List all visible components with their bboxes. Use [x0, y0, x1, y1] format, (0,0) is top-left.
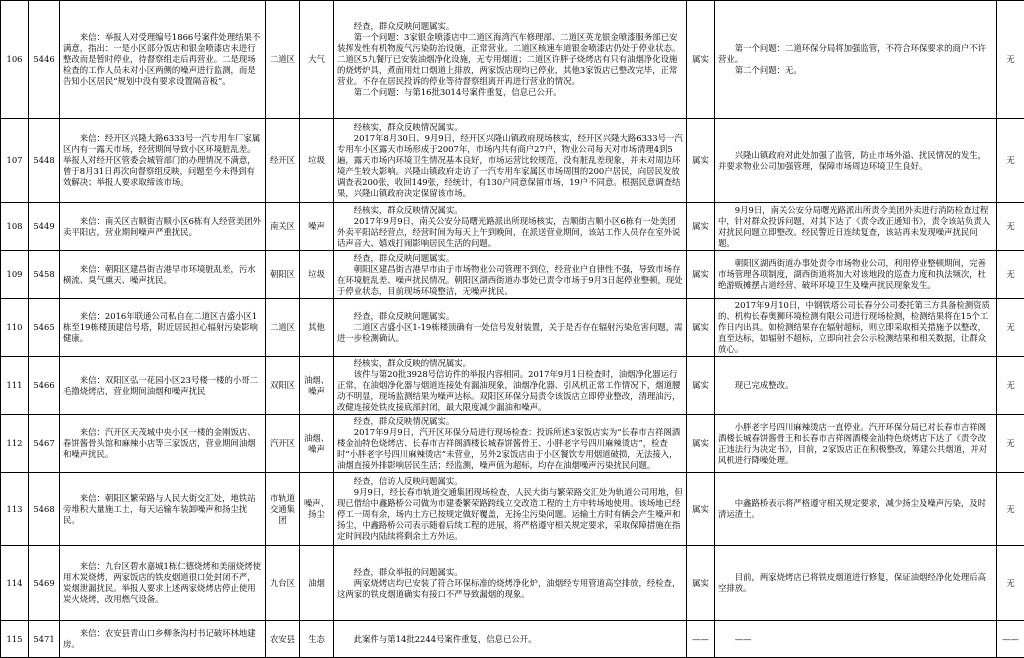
- district-cell: 二道区: [266, 1, 300, 119]
- table-row: [1, 1, 1024, 119]
- finding-cell: [334, 251, 687, 299]
- verdict-cell: 属实: [687, 1, 715, 119]
- case-table-body: [1, 1, 1024, 658]
- case-number-cell: 5471: [29, 621, 60, 658]
- verdict-cell: 属实: [687, 357, 715, 415]
- accountability-cell: 无: [997, 415, 1024, 473]
- finding-cell-paragraph: 经查，群众反映问题属实。: [337, 21, 683, 32]
- district-cell: 经开区: [266, 119, 300, 203]
- case-number-cell: 5469: [29, 546, 60, 621]
- accountability-cell: ——: [997, 621, 1024, 658]
- finding-cell-paragraph: 经查，信访人反映问题属实。: [337, 476, 683, 487]
- row-seq-cell: 115: [1, 621, 29, 658]
- table-row: [1, 415, 1024, 473]
- finding-cell: [334, 546, 687, 621]
- finding-cell: [334, 415, 687, 473]
- accountability-cell: 无: [997, 546, 1024, 621]
- verdict-cell: 属实: [687, 203, 715, 251]
- action-cell: [715, 251, 997, 299]
- table-row: [1, 203, 1024, 251]
- table-row: [1, 251, 1024, 299]
- action-cell: [715, 415, 997, 473]
- table-row: [1, 546, 1024, 621]
- pollution-type-cell: 噪声: [300, 203, 334, 251]
- row-seq-cell: 109: [1, 251, 29, 299]
- finding-cell-paragraph: 经核实，群众反映情况属实。: [337, 122, 683, 133]
- action-cell-paragraph: 朝阳区湖西街道办事处责令市场物业公司，利用停业整顿期间，完善市场管理各项制度，湖西街道将加大对该地段的巡查力度和执法频次，杜绝游贩摊摆占道经营、破坏环境卫生及噪声扰民现象发生。: [718, 258, 993, 291]
- case-number-cell: 5446: [29, 1, 60, 119]
- pollution-type-cell: 其他: [300, 299, 334, 357]
- finding-cell-paragraph: 二道区吉盛小区1-19栋楼顶确有一处信号发射装置，关于是否存在辐射污染危害问题，需进一步检测确认。: [337, 322, 683, 344]
- row-seq-cell: 113: [1, 473, 29, 546]
- table-row: [1, 621, 1024, 658]
- finding-cell-paragraph: 两家烧烤店均已安装了符合环保标准的烧烤净化炉，油烟经专用管道高空排放，经检查，这两家的铁皮烟道确实有接口不严导致漏烟的现象。: [337, 578, 683, 600]
- pollution-type-cell: 垃圾: [300, 251, 334, 299]
- finding-cell-paragraph: 经核实，群众反映情况属实。: [337, 205, 683, 216]
- finding-cell: [334, 357, 687, 415]
- pollution-type-cell: 垃圾: [300, 119, 334, 203]
- district-cell: 南关区: [266, 203, 300, 251]
- verdict-cell: 属实: [687, 546, 715, 621]
- table-row: [1, 473, 1024, 546]
- row-seq-cell: 110: [1, 299, 29, 357]
- action-cell-paragraph: 第一个问题：二道环保分局将加强监管，不符合环保要求的商户不许营业。: [718, 43, 993, 65]
- district-cell: 市轨道交通集团: [266, 473, 300, 546]
- verdict-cell: 属实: [687, 299, 715, 357]
- pollution-type-cell: 噪声、扬尘: [300, 473, 334, 546]
- finding-cell-paragraph: 朝阳区建昌街吉港早市由于市场物业公司管理不到位，经营业户自律性不强，导致市场存在环境脏乱差、噪声扰民情况。朝阳区湖西街道办事处已责令市场于9月3日起停业整顿，现处于停业状态，目前现场环境整洁，无噪声扰民。: [337, 264, 683, 297]
- finding-cell-paragraph: 该件与第20批3928号信访件的举报内容相同。2017年9月1日检查时，油烟净化器运行正常，在油烟净化器与烟道连接处有漏油现象，油烟净化器、引风机正常工作情况下，烟道腰动不明显，现场监测结果为噪声达标。双阳区环保分局责令该饭店立即停业整改，清理油污，改健连接处铁皮接底部封闭，最大限度减少漏油和噪声。: [337, 369, 683, 413]
- finding-cell-paragraph: 2017年9月9日，南关公安分局曙光路派出所现场核实，吉顺街吉顺小区6栋有一处美团外卖平阳站经营点，经营时间为每天上午到晚间，在派送营业期间，该站工作人员存在室外说话声音大、嬉戏打闹影响居民生活的问题。: [337, 216, 683, 249]
- accountability-cell: 无: [997, 203, 1024, 251]
- pollution-type-cell: 油烟: [300, 546, 334, 621]
- action-cell-paragraph: 小胖老字号四川麻辣烫店一直停业。汽开环保分局已对长春市吉祥阁酒楼长城春饼酱骨王和长春市吉祥阁酒楼金汕特色烧烤店下达了《责令改正违法行为决定书》，目前，2家饭店正在积极整改，筹建公共烟道，并对风机进行降噪处理。: [718, 422, 993, 466]
- table-row: [1, 119, 1024, 203]
- district-cell: 汽开区: [266, 415, 300, 473]
- complaint-cell: 来信：2016年联通公司私自在二道区吉盛小区1栋至19栋楼顶建信号塔，附近居民担心辐射污染影响健康。: [60, 299, 266, 357]
- complaint-cell: 来信：双阳区弘一花园小区23号楼一楼的小哥二毛撸烧烤店，营业期间油烟和噪声扰民: [60, 357, 266, 415]
- row-seq-cell: 114: [1, 546, 29, 621]
- action-cell: [715, 546, 997, 621]
- complaint-cell: 来信：九台区碧水嘉城1栋仁德烧烤和美丽烧烤使用木炭烧烤，两家饭店的铁皮烟道很口处封闭不严，炭烟泄漏扰民。举报人要求上述两家烧烤店停止使用炭火烧烤，改用燃气设备。: [60, 546, 266, 621]
- table-row: [1, 357, 1024, 415]
- case-number-cell: 5458: [29, 251, 60, 299]
- complaint-cell: 来信：汽开区天茂城中央小区一楼的金刚饭店、春饼酱骨头馆和麻辣小店等三家饭店，营业期间油烟和噪声扰民。: [60, 415, 266, 473]
- finding-cell-paragraph: 9月9日，经长春市轨道交通集团现场检查，人民大街与繁荣路交汇处为轨道公司用地，但现已借给中鑫路桥公司做为市建委繁荣路跨线立交改造工程的土方中转场地使用。该场地已经停工一周有余，场内土方已按规定做好覆盖，无扬尘污染问题。运输土方时有辆会产生噪声和扬尘，中鑫路桥公司表示随着后续工程的进展，将严格遵守相关规定要求，采取保障措施在指定时间段内陆续将剩余土方外运。: [337, 487, 683, 542]
- verdict-cell: 属实: [687, 415, 715, 473]
- row-seq-cell: 111: [1, 357, 29, 415]
- finding-cell: [334, 621, 687, 658]
- finding-cell-paragraph: 2017年9月9日，汽开区环保分局进行现场检查：投诉所述3家饭店实为“长春市吉祥阁酒楼金汕特色烧烤店、长春市吉祥阁酒楼长城春饼酱骨王、小胖老字号四川麻辣烫店”，检查时“小胖老字号四川麻辣烫店”未营业，另外2家饭店由于小区餐饮专用烟道破损，无法接入，油烟直接外排影响居民生活；经监测，噪声值为超标，均存在油烟噪声污染扰民问题。: [337, 427, 683, 471]
- row-seq-cell: 108: [1, 203, 29, 251]
- accountability-cell: 无: [997, 119, 1024, 203]
- table-row: [1, 299, 1024, 357]
- case-number-cell: 5467: [29, 415, 60, 473]
- finding-cell-paragraph: 第一个问题：3家银金喷漆店中二道区海湾汽车修理部、二道区英龙银金喷漆服务部已安装挥发性有机物废气污染防治设施，正常营业。二道区核速车道银金喷漆店仍处于停业状态。二道区5九餐厅已安装油烟净化设施，无专用烟道；二道区许胖子烧烤店有只有油烟净化设施的烧烤炉具，煮面用灶口烟道上排放，两家饭店现均已停业，其他3家饭店已整改完毕，正常营业。不存在居民投诉的停业等待督察组离开再进行营业的情况。: [337, 32, 683, 87]
- district-cell: 二道区: [266, 299, 300, 357]
- pollution-type-cell: 油烟、噪声: [300, 415, 334, 473]
- action-cell-paragraph: 9月9日，南关公安分局曙光路派出所责令美团外卖进行消防检查过程中，针对群众投诉问题，对其下达了《责令改正通知书》，责令该站负责人对扰民问题立即整改。经民警近日连续复查，该站再未发现噪声扰民问题。: [718, 205, 993, 249]
- action-cell: [715, 203, 997, 251]
- row-seq-cell: 106: [1, 1, 29, 119]
- complaint-cell: 来信：朝阳区建昌街吉港早市环境脏乱差，污水横流、臭气熏天、噪声扰民。: [60, 251, 266, 299]
- row-seq-cell: 112: [1, 415, 29, 473]
- finding-cell-paragraph: 经查，群众反映问题属实。: [337, 253, 683, 264]
- complaint-cell: 来信：南关区吉顺街吉顺小区6栋有人经营美团外卖平阳店，营业期间噪声严重扰民。: [60, 203, 266, 251]
- action-cell-paragraph: 2017年9月10日，中钢铁塔公司长春分公司委托第三方具备检测资质的、机构长春奥狮环境检测有限公司进行现场检测，检测结果将在15个工作日内出具。如检测结果存在辐射超标，则立即采取相关措施予以整改，直至达标，如辐射不超标，立即向社会公示检测结果和相关数据，让群众放心。: [718, 300, 993, 355]
- action-cell: [715, 1, 997, 119]
- finding-cell-paragraph: 经查，群众反映问题属实。: [337, 311, 683, 322]
- accountability-cell: 无: [997, 299, 1024, 357]
- pollution-type-cell: 油烟、噪声: [300, 357, 334, 415]
- accountability-cell: 无: [997, 1, 1024, 119]
- row-seq-cell: 107: [1, 119, 29, 203]
- finding-cell-paragraph: 经查，群众反映情况属实。: [337, 416, 683, 427]
- accountability-cell: 无: [997, 473, 1024, 546]
- case-number-cell: 5448: [29, 119, 60, 203]
- finding-cell: [334, 473, 687, 546]
- verdict-cell: 属实: [687, 473, 715, 546]
- action-cell: [715, 119, 997, 203]
- action-cell-paragraph: 现已完成整改。: [718, 380, 993, 391]
- action-cell: [715, 621, 997, 658]
- complaint-cell: 来信：朝阳区繁荣路与人民大街交汇处，地铁站旁堆积大量施工土，每天运输车装卸噪声和扬尘扰民。: [60, 473, 266, 546]
- complaint-cell: 来信：举报人对受理编号1866号案件处理结果不满意，指出：一是小区部分饭店和银金喷漆店未进行整改而是暂时停业，待督察组走后再营业。二是现场检查的工作人员未对小区两侧的噪声进行监测，而是告知小区居民“规划中没有要求设置隔音板”。: [60, 1, 266, 119]
- finding-cell-paragraph: 经查，群众举报的问题属实。: [337, 567, 683, 578]
- case-number-cell: 5468: [29, 473, 60, 546]
- pollution-type-cell: 大气: [300, 1, 334, 119]
- pollution-type-cell: 生态: [300, 621, 334, 658]
- accountability-cell: 无: [997, 251, 1024, 299]
- action-cell-paragraph: 目前，两家烧烤店已将铁皮烟道进行修复，保证油烟经净化处理后高空排放。: [718, 572, 993, 594]
- complaint-cell: 来信：农安县青山口乡柳条沟村书记破坏林地建房。: [60, 621, 266, 658]
- action-cell-paragraph: 中鑫路桥表示将严格遵守相关规定要求，减少扬尘及噪声污染，及时清运渣土。: [718, 498, 993, 520]
- district-cell: 九台区: [266, 546, 300, 621]
- case-number-cell: 5449: [29, 203, 60, 251]
- district-cell: 农安县: [266, 621, 300, 658]
- finding-cell: [334, 119, 687, 203]
- finding-cell-paragraph: 此案件与第14批2244号案件重复，信息已公开。: [337, 634, 683, 645]
- action-cell-paragraph: ——: [718, 634, 993, 645]
- finding-cell: [334, 299, 687, 357]
- action-cell-paragraph: 第二个问题：无。: [718, 65, 993, 76]
- finding-cell: [334, 1, 687, 119]
- action-cell: [715, 357, 997, 415]
- verdict-cell: ——: [687, 621, 715, 658]
- complaint-cell: 来信：经开区兴隆大路6333号一汽专用车厂家属区内有一露天市场，经营期间导致小区环境脏乱差。举报人对经开区管委会城管部门的办理情况不满意，曾于8月31日再次向督察组反映，问题至今未得到有效解决；举报人要求取缔该市场。: [60, 119, 266, 203]
- district-cell: 朝阳区: [266, 251, 300, 299]
- action-cell: [715, 299, 997, 357]
- finding-cell: [334, 203, 687, 251]
- action-cell-paragraph: 兴隆山镇政府对此处加强了监管，防止市场外溢、扰民情况的发生，并要求物业公司加强管理，保障市场周边环境卫生良好。: [718, 150, 993, 172]
- accountability-cell: 无: [997, 357, 1024, 415]
- case-number-cell: 5466: [29, 357, 60, 415]
- finding-cell-paragraph: 经核实，群众反映的情况属实。: [337, 358, 683, 369]
- finding-cell-paragraph: 第二个问题：与第16批3014号案件重复，信息已公开。: [337, 87, 683, 98]
- finding-cell-paragraph: 2017年8月30日、9月9日，经开区兴隆山镇政府现场核实，经开区兴隆大路6333号一汽专用车小区露天市场形成于2007年，市场内共有商户27户，物业公司每天对市场清理4到5遍，露天市场内环境卫生情况基本良好，市场运营比较规范，没有脏乱差现象，并未对周边环境产生较大影响。兴隆山镇政府走访了一汽专用车家属区市场周围的200户居民，向居民发放调查表200张，收回149张，经统计，有130户同意保留市场，19户不同意。根据民意调查结果，兴隆山镇政府决定保留该市场。: [337, 133, 683, 199]
- verdict-cell: 属实: [687, 119, 715, 203]
- verdict-cell: 属实: [687, 251, 715, 299]
- district-cell: 双阳区: [266, 357, 300, 415]
- action-cell: [715, 473, 997, 546]
- case-number-cell: 5465: [29, 299, 60, 357]
